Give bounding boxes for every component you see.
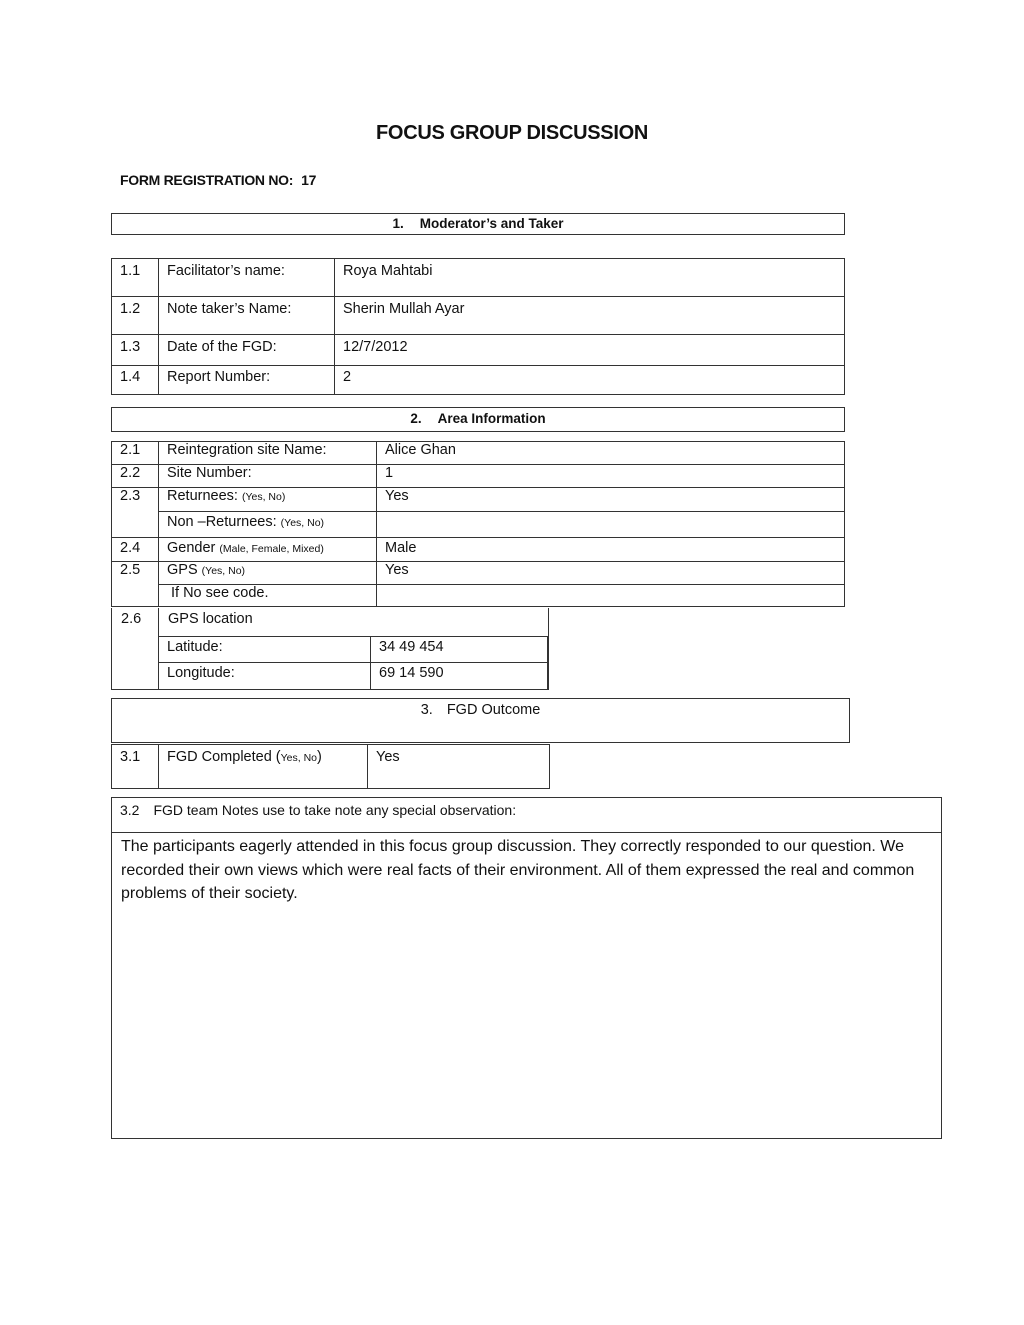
section-3-title: FGD Outcome <box>446 702 541 718</box>
field-label <box>159 538 377 562</box>
moderator-table <box>111 258 845 395</box>
field-label <box>159 562 377 585</box>
field-label <box>159 488 377 512</box>
field-label: Report Number: <box>159 366 335 395</box>
table-row <box>112 745 550 789</box>
gps-code-value <box>377 585 845 607</box>
section-3-header <box>111 698 850 743</box>
gps-code-label: If No see code. <box>159 585 377 607</box>
fgd-completed-options: Yes, No <box>280 752 318 764</box>
section-2-number: 2. <box>410 411 422 426</box>
team-notes-label: FGD team Notes use to take note any special observation: <box>153 802 517 818</box>
table-row <box>112 442 845 465</box>
site-name-value: Alice Ghan <box>377 442 845 465</box>
section-1-header <box>111 213 845 235</box>
team-notes-box <box>111 797 942 1139</box>
section-3-number: 3. <box>420 702 433 718</box>
fgd-completed-label: FGD Completed ( <box>167 749 281 765</box>
row-number: 1.3 <box>112 335 159 366</box>
gps-label: GPS <box>167 562 198 578</box>
table-row <box>112 259 845 297</box>
row-number: 2.3 <box>112 488 159 512</box>
non-returnees-value <box>377 512 845 538</box>
row-number: 2.5 <box>112 562 159 585</box>
latitude-value: 34 49 454 <box>371 637 548 663</box>
table-row <box>159 663 548 690</box>
row-number: 1.4 <box>112 366 159 395</box>
row-number-empty <box>112 585 159 607</box>
table-row <box>112 488 845 512</box>
non-returnees-label: Non –Returnees: <box>167 514 277 530</box>
team-notes-header <box>112 798 941 833</box>
row-number: 2.2 <box>112 465 159 488</box>
report-number-value: 2 <box>335 366 845 395</box>
gender-options: (Male, Female, Mixed) <box>219 543 324 555</box>
field-label: Reintegration site Name: <box>159 442 377 465</box>
table-row <box>112 562 845 585</box>
longitude-label: Longitude: <box>159 663 371 690</box>
team-notes-text: The participants eagerly attended in this focus group discussion. They correctly responded to our question. We recorded their own views which were real facts of their environment. All of them expressed the real and common problems of their society. <box>121 838 915 902</box>
gps-coordinates-table <box>158 636 548 690</box>
row-number: 1.1 <box>112 259 159 297</box>
table-row <box>112 297 845 335</box>
registration-number <box>120 172 316 188</box>
page-title: FOCUS GROUP DISCUSSION <box>376 122 648 144</box>
fgd-completed-table <box>111 744 550 789</box>
note-taker-name-value: Sherin Mullah Ayar <box>335 297 845 335</box>
gender-label: Gender <box>167 540 216 556</box>
facilitator-name-value: Roya Mahtabi <box>335 259 845 297</box>
gps-options: (Yes, No) <box>201 565 246 577</box>
field-label: Note taker’s Name: <box>159 297 335 335</box>
row-number: 3.2 <box>120 802 140 818</box>
field-label: Facilitator’s name: <box>159 259 335 297</box>
row-number: 2.1 <box>112 442 159 465</box>
table-row <box>112 512 845 538</box>
gps-value: Yes <box>377 562 845 585</box>
field-label <box>159 512 377 538</box>
row-number: 2.4 <box>112 538 159 562</box>
field-label: Date of the FGD: <box>159 335 335 366</box>
table-row <box>112 335 845 366</box>
registration-value: 17 <box>301 172 317 188</box>
field-label: Site Number: <box>159 465 377 488</box>
section-1-title: Moderator’s and Taker <box>419 216 564 231</box>
non-returnees-options: (Yes, No) <box>280 517 325 529</box>
row-number: 1.2 <box>112 297 159 335</box>
table-row <box>112 366 845 395</box>
returnees-options: (Yes, No) <box>241 491 286 503</box>
area-table <box>111 441 845 607</box>
fgd-date-value: 12/7/2012 <box>335 335 845 366</box>
row-number: 2.6 <box>121 611 142 627</box>
section-2-title: Area Information <box>437 411 546 426</box>
fgd-completed-label-end: ) <box>317 749 322 765</box>
returnees-value: Yes <box>377 488 845 512</box>
registration-label: FORM REGISTRATION NO: <box>120 172 294 188</box>
table-row <box>112 585 845 607</box>
field-label <box>159 745 368 789</box>
section-2-header <box>111 407 845 432</box>
fgd-completed-value: Yes <box>368 745 550 789</box>
longitude-value: 69 14 590 <box>371 663 548 690</box>
gender-value: Male <box>377 538 845 562</box>
gps-location-label: GPS location <box>168 611 253 627</box>
row-number: 3.1 <box>112 745 159 789</box>
returnees-label: Returnees: <box>167 488 238 504</box>
section-1-number: 1. <box>392 216 404 231</box>
table-row <box>112 538 845 562</box>
gps-location-block <box>111 608 549 690</box>
table-row <box>159 637 548 663</box>
table-row <box>112 465 845 488</box>
site-number-value: 1 <box>377 465 845 488</box>
row-number-empty <box>112 512 159 538</box>
latitude-label: Latitude: <box>159 637 371 663</box>
